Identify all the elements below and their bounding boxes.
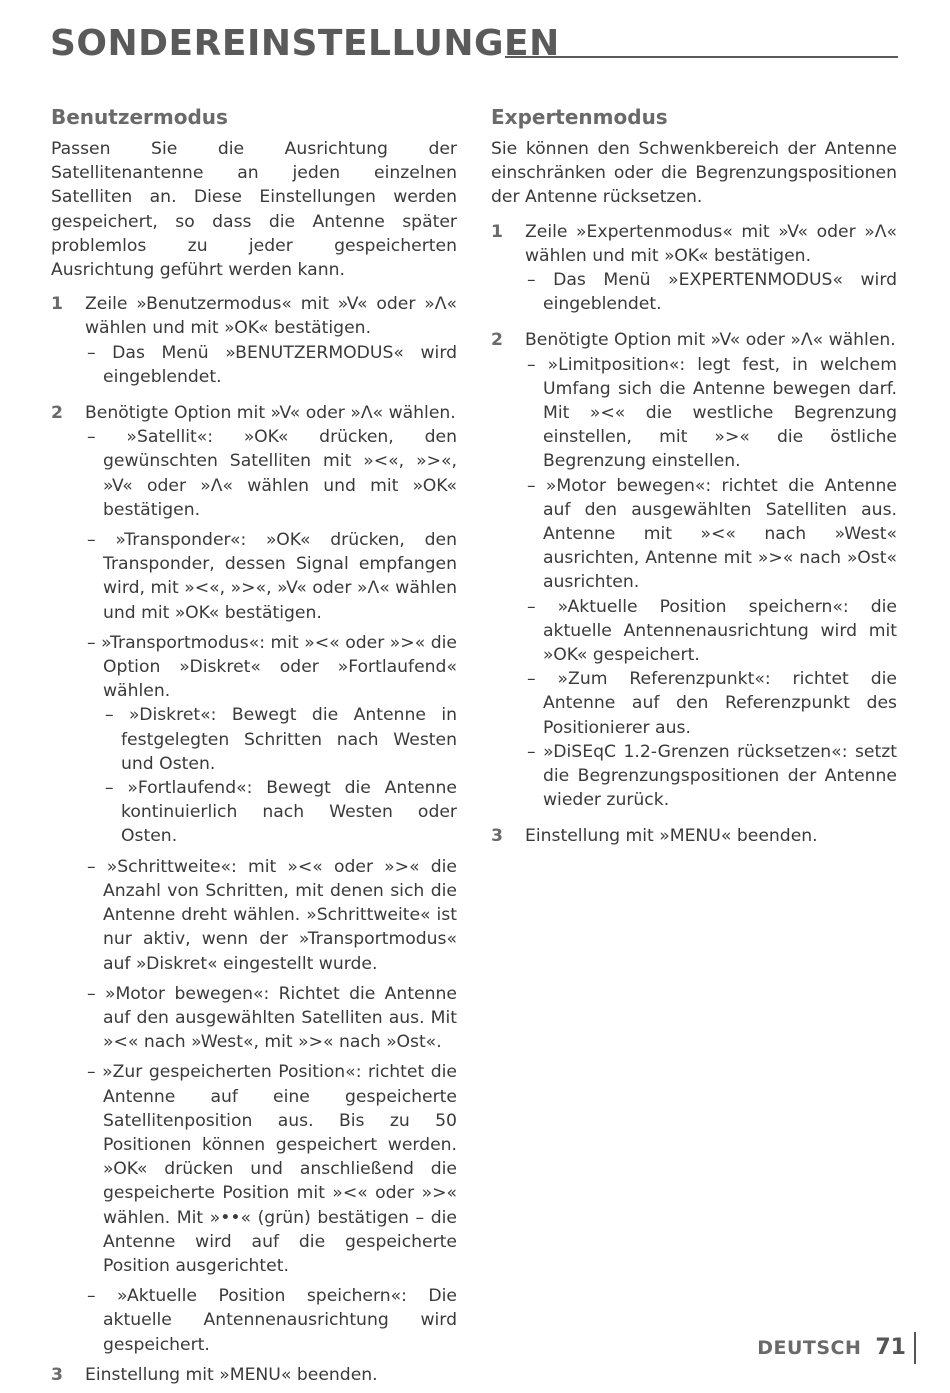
heading-benutzermodus: Benutzermodus [51, 105, 228, 129]
step-text: Einstellung mit »MENU« beenden. [85, 1364, 378, 1385]
step-number: 3 [51, 1364, 63, 1385]
step-number: 1 [491, 221, 503, 242]
option-referenzpunkt: – »Zum Referenzpunkt«: richtet die Antenne auf den Referenzpunkt des Positionierer aus. [527, 669, 897, 738]
step-1 [51, 292, 457, 389]
option-fortlaufend: – »Fortlaufend«: Bewegt die Antenne kontinuierlich nach Westen oder Osten. [105, 778, 457, 847]
step-subtext: – Das Menü »EXPERTENMODUS« wird eingeblendet. [527, 270, 897, 315]
step-text: Benötigte Option mit »V« oder »Λ« wählen. [85, 403, 456, 424]
step-text: Zeile »Expertenmodus« mit »V« oder »Λ« wählen und mit »OK« bestätigen. [525, 221, 897, 266]
option-schrittweite: – »Schrittweite«: mit »<« oder »>« die Anzahl von Schritten, mit denen sich die Antenne dreht wählen. »Schrittweite« ist nur aktiv, wenn der »Transportmodus« auf »Diskret« eingestellt wurde. [87, 856, 457, 974]
option-gespeicherte-position: – »Zur gespeicherten Position«: richtet die Antenne auf eine gespeicherte Satellitenposition aus. Bis zu 50 Positionen können gespeichert werden. »OK« drücken und anschließend die gespeicherte Position mit »<« oder »>« wählen. Mit »••« (grün) bestätigen – die Antenne wird auf die gespeicherte Position ausgerichtet. [87, 1062, 457, 1276]
page-number: 71 [875, 1332, 916, 1364]
step-text: Einstellung mit »MENU« beenden. [525, 826, 818, 847]
page-header [50, 22, 898, 66]
option-limitposition: – »Limitposition«: legt fest, in welchem Umfang sich die Antenne bewegen darf. Mit »<« die westliche Begrenzung einstellen, mit »>« die östliche Begrenzung einstellen. [527, 354, 897, 472]
option-motor-bewegen: – »Motor bewegen«: Richtet die Antenne auf den ausgewählten Satelliten aus. Mit »<« nach »West«, mit »>« nach »Ost«. [87, 983, 457, 1053]
option-transponder: – »Transponder«: »OK« drücken, den Transponder, dessen Signal empfangen wird, mit »<«, »>«, »V« oder »Λ« wählen und mit »OK« bestätigen. [87, 530, 457, 623]
step-number: 3 [491, 826, 503, 847]
option-aktuelle-position: – »Aktuelle Position speichern«: die aktuelle Antennenausrichtung wird mit »OK« gespeichert. [527, 596, 897, 666]
option-motor-bewegen: – »Motor bewegen«: richtet die Antenne auf den ausgewählten Satelliten aus. Antenne mit »<« nach »West« ausrichten, Antenne mit »>« nach »Ost« ausrichten. [527, 475, 897, 593]
step-2 [51, 401, 457, 1357]
title-rule [505, 56, 898, 58]
option-diseqc-grenzen: – »DiSEqC 1.2-Grenzen rücksetzen«: setzt die Begrenzungspositionen der Antenne wieder zurück. [527, 741, 897, 811]
step-3 [491, 824, 897, 848]
step-number: 1 [51, 294, 63, 315]
option-satellit: – »Satellit«: »OK« drücken, den gewünschten Satelliten mit »<«, »>«, »V« oder »Λ« wählen und mit »OK« bestätigen. [87, 427, 457, 520]
heading-expertenmodus: Expertenmodus [491, 105, 668, 129]
step-text: Benötigte Option mit »V« oder »Λ« wählen. [525, 330, 896, 351]
step-number: 2 [51, 403, 63, 424]
step-text: Zeile »Benutzermodus« mit »V« oder »Λ« wählen und mit »OK« bestätigen. [85, 294, 457, 339]
option-diskret: – »Diskret«: Bewegt die Antenne in festgelegten Schritten nach Westen und Osten. [105, 705, 457, 774]
page-title: SONDEREINSTELLUNGEN [50, 23, 560, 64]
step-3 [51, 1363, 457, 1387]
left-column [51, 104, 457, 1393]
option-transportmodus: – »Transportmodus«: mit »<« oder »>« die Option »Diskret« oder »Fortlaufend« wählen. [87, 632, 457, 702]
step-number: 2 [491, 330, 503, 351]
step-subtext: – Das Menü »BENUTZERMODUS« wird eingeblendet. [87, 342, 457, 387]
page-footer [757, 1330, 916, 1366]
right-column [491, 104, 897, 855]
step-2 [491, 328, 897, 812]
option-aktuelle-position: – »Aktuelle Position speichern«: Die aktuelle Antennenausrichtung wird gespeichert. [87, 1286, 457, 1355]
language-label: DEUTSCH [757, 1337, 862, 1359]
intro-expertenmodus: Sie können den Schwenkbereich der Antenne einschränken oder die Begrenzungspositionen der Antenne rücksetzen. [491, 139, 897, 208]
step-1 [491, 220, 897, 317]
intro-benutzermodus: Passen Sie die Ausrichtung der Satellitenantenne an jeden einzelnen Satelliten an. Diese Einstellungen werden gespeichert, so dass die Antenne später problemlos zu jeder gespeicherten Ausrichtung geführt werden kann. [51, 139, 457, 281]
